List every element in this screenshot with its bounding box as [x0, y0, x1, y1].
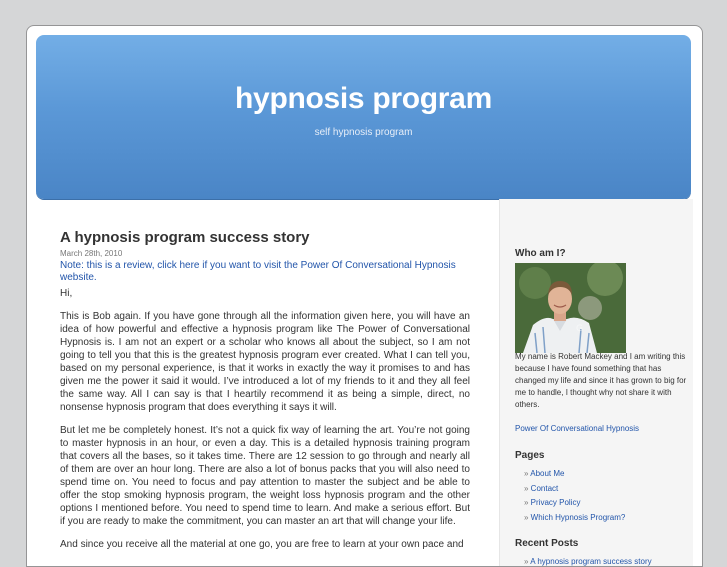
recent-posts-list — [524, 555, 652, 567]
about-heading: Who am I? — [515, 248, 566, 259]
person-photo-icon — [515, 263, 626, 353]
page-container — [26, 25, 703, 567]
post-greeting: Hi, — [60, 288, 73, 299]
blog-header — [36, 35, 691, 199]
recent-post-link[interactable]: » A hypnosis program success story — [524, 555, 652, 567]
recent-posts-heading: Recent Posts — [515, 538, 579, 549]
post-content — [60, 206, 470, 561]
pages-heading: Pages — [515, 450, 545, 461]
blog-title[interactable]: hypnosis program — [235, 82, 492, 115]
post-title[interactable]: A hypnosis program success story — [60, 229, 310, 246]
sidebar — [499, 199, 693, 567]
author-photo — [515, 263, 626, 353]
pages-list — [524, 467, 625, 525]
post-paragraph: This is Bob again. If you have gone through all the information given here, you will have an idea of how powerful and effective a hypnosis program like The Power of Conversational Hypnosis is. I am not an expert or a scholar who knows all about the subject, so I am not going to tell you that this is the greatest hypnosis program ever created. What I can tell you, based on my personal experience, is that it works in exactly the way it promises to and has given me the power it said it would. I’ve introduced a lot of my friends to it and they all feel the same way. All I can say is that I heartily recommend it as being a simple, direct, no nonsense hypnosis program that does everything it says it will. — [60, 311, 470, 413]
page-link-which-program[interactable]: » Which Hypnosis Program? — [524, 511, 625, 525]
review-note-link[interactable]: Note: this is a review, click here if you want to visit the Power Of Conversational Hypnosis website. — [60, 260, 456, 283]
post-paragraph: And since you receive all the material at one go, you are free to learn at your own pace and — [60, 539, 464, 550]
page-link-contact[interactable]: » Contact — [524, 482, 625, 496]
about-link[interactable]: Power Of Conversational Hypnosis — [515, 424, 640, 433]
post-date: March 28th, 2010 — [60, 249, 123, 258]
page-link-about-me[interactable]: » About Me — [524, 467, 625, 481]
post-paragraph: But let me be completely honest. It’s not a quick fix way of learning the art. You’re not going to master hypnosis in an hour, or even a day. This is a detailed hypnosis training program that covers all the bases, so it takes time. There are 12 session to go through and nearly all of them are over an hour long. There are also a lot of bonus packs that you will also need to spend time on. You need to focus and pay attention to master the subject and be able to offer the stop smoking hypnosis program, the weight loss hypnosis program and the other options I mentioned before. You need to spend time to learn. And make a serious effort. But if you are ready to make the commitment, you can master an art that will change your life. — [60, 425, 470, 527]
blog-description: self hypnosis program — [314, 127, 413, 138]
about-text: My name is Robert Mackey and I am writing this because I have found something that has changed my life and since it has grown to big for me to handle, I thought why not share it with others. — [515, 352, 687, 409]
svg-text:G: G — [576, 324, 583, 334]
page-link-privacy-policy[interactable]: » Privacy Policy — [524, 496, 625, 510]
